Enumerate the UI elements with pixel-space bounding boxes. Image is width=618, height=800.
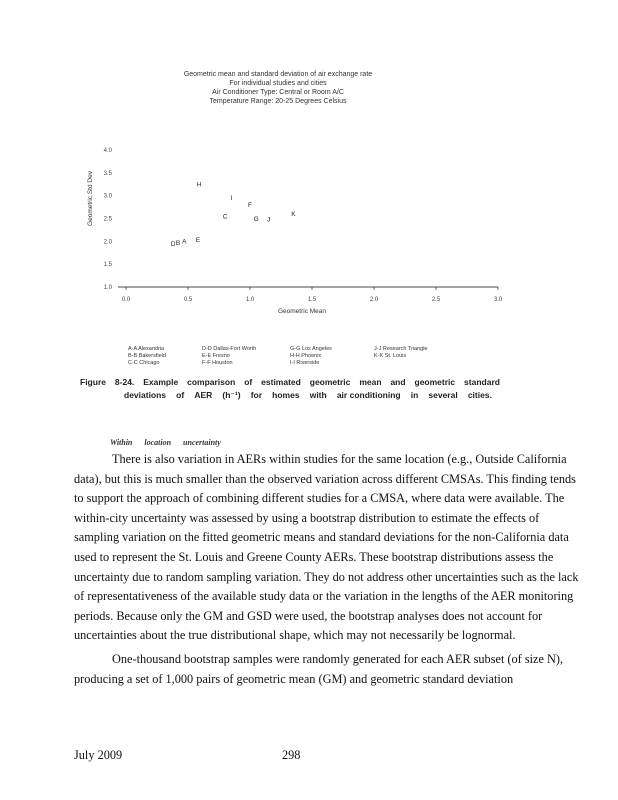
data-point-k: K bbox=[291, 211, 296, 219]
legend-entry: C-C Chicago bbox=[128, 360, 160, 366]
caption-line-2-word: for bbox=[250, 390, 263, 400]
x-tick-label: 0.0 bbox=[121, 297, 131, 303]
x-tick-label: 0.5 bbox=[183, 297, 193, 303]
legend-entry: E-E Fresno bbox=[202, 353, 230, 359]
caption-line-1-word: standard bbox=[464, 377, 500, 387]
y-tick-label: 2.0 bbox=[103, 239, 112, 246]
data-point-c: C bbox=[222, 213, 228, 221]
caption-line-1-word: estimated bbox=[261, 377, 301, 387]
chart-title-line: For individual studies and cities bbox=[229, 80, 327, 87]
data-point-i: I bbox=[230, 195, 233, 203]
caption-line-1-word: of bbox=[244, 377, 253, 387]
x-tick-label: 2.5 bbox=[431, 297, 441, 303]
data-point-b: B bbox=[175, 239, 181, 247]
caption-line-1-word: and bbox=[390, 377, 406, 387]
paragraph-2 bbox=[74, 650, 584, 689]
x-axis-label: Geometric Mean bbox=[277, 308, 327, 315]
caption-line-2-word: of bbox=[176, 390, 185, 400]
caption-line-2-word: cities. bbox=[467, 390, 492, 400]
chart-title-line: Air Conditioner Type: Central or Room A/C bbox=[212, 89, 344, 96]
y-tick-label: 1.0 bbox=[103, 285, 112, 291]
scatter-chart bbox=[78, 66, 508, 376]
legend-entry: B-B Bakersfield bbox=[128, 353, 166, 359]
caption-line-1-word: Example bbox=[143, 377, 179, 387]
caption-line-2-word: air conditioning bbox=[336, 390, 401, 400]
legend-entry: I-I Riverside bbox=[290, 360, 320, 366]
legend-entry: H-H Phoenix bbox=[290, 353, 322, 359]
caption-line-1-word: Figure bbox=[80, 377, 106, 387]
caption-line-1 bbox=[80, 376, 500, 389]
caption-line-2 bbox=[80, 389, 500, 402]
caption-line-1-word: geometric bbox=[309, 377, 351, 387]
caption-line-2-word: several bbox=[428, 390, 458, 400]
x-tick-label: 3.0 bbox=[493, 297, 503, 303]
figure-caption bbox=[80, 376, 500, 402]
legend-entry: F-F Houston bbox=[202, 360, 233, 366]
caption-line-2-word: homes bbox=[272, 390, 300, 400]
legend-entry: K-K St. Louis bbox=[374, 353, 407, 359]
legend-entry: D-D Dallas-Fort Worth bbox=[202, 346, 257, 352]
legend-entry: J-J Research Triangle bbox=[374, 346, 428, 352]
data-point-e: E bbox=[195, 237, 201, 245]
caption-line-1-word: comparison bbox=[187, 377, 236, 387]
caption-line-1-word: geometric bbox=[414, 377, 456, 387]
x-tick-label: 2.0 bbox=[369, 297, 379, 303]
footer-date: July 2009 bbox=[74, 748, 123, 762]
caption-line-2-word: (h⁻¹) bbox=[222, 390, 241, 400]
data-point-f: F bbox=[248, 202, 252, 210]
data-point-h: H bbox=[196, 181, 202, 189]
section-subheading: Within location uncertainty bbox=[110, 438, 221, 447]
caption-line-2-word: AER bbox=[194, 390, 213, 400]
page-number: 298 bbox=[282, 748, 301, 762]
caption-line-1-word: 8-24. bbox=[114, 377, 135, 387]
data-point-g: G bbox=[253, 215, 259, 223]
y-tick-label: 2.5 bbox=[103, 216, 112, 223]
y-tick-label: 3.0 bbox=[103, 193, 112, 200]
figure-chart bbox=[78, 66, 508, 376]
y-tick-label: 3.5 bbox=[103, 170, 112, 177]
caption-line-2-word: in bbox=[410, 390, 419, 400]
caption-line-2-word: with bbox=[309, 390, 327, 400]
data-point-a: A bbox=[182, 238, 187, 246]
y-tick-label: 1.5 bbox=[103, 262, 112, 269]
x-tick-label: 1.0 bbox=[245, 297, 255, 303]
paragraph-2-text: One-thousand bootstrap samples were randomly generated for each AER subset (of size N), producing a set of 1,000 pairs of geometric mean (GM) and geometric standard deviation bbox=[74, 651, 564, 686]
caption-line-1-word: mean bbox=[359, 377, 382, 387]
paragraph-1 bbox=[74, 450, 584, 646]
x-tick-label: 1.5 bbox=[307, 297, 317, 303]
legend-entry: A-A Alexandria bbox=[128, 346, 165, 352]
chart-title-line: Temperature Range: 20-25 Degrees Celsius bbox=[209, 98, 347, 105]
body-text bbox=[74, 450, 584, 689]
legend-entry: G-G Los Angeles bbox=[290, 346, 332, 352]
chart-title-line: Geometric mean and standard deviation of air exchange rate bbox=[183, 71, 373, 78]
caption-line-2-word: deviations bbox=[124, 390, 167, 400]
paragraph-1-text: There is also variation in AERs within studies for the same location (e.g., Outside California data), but this is much smaller than the observed variation across different CMSAs. This finding tends to support the approach of combining different studies for a CMSA, where data were available. The within-city uncertainty was assessed by using a bootstrap distribution to estimate the effects of sampling variation on the fitted geometric means and standard deviations for the non-California data used to represent the St. Louis and Greene County AERs. These bootstrap distributions assess the uncertainty due to random sampling variation. They do not address other uncertainties such as the lack of representativeness of the available study data or the variation in the lengths of the AER monitoring periods. Because only the GM and GSD were used, the bootstrap analyses does not account for uncertainties about the true distributional shape, which may not necessarily be lognormal. bbox=[74, 452, 579, 643]
y-tick-label: 4.0 bbox=[103, 148, 112, 154]
y-axis-label: Geometric Std Dev bbox=[87, 171, 94, 226]
data-point-d: D bbox=[170, 240, 176, 248]
data-point-j: J bbox=[266, 216, 271, 224]
